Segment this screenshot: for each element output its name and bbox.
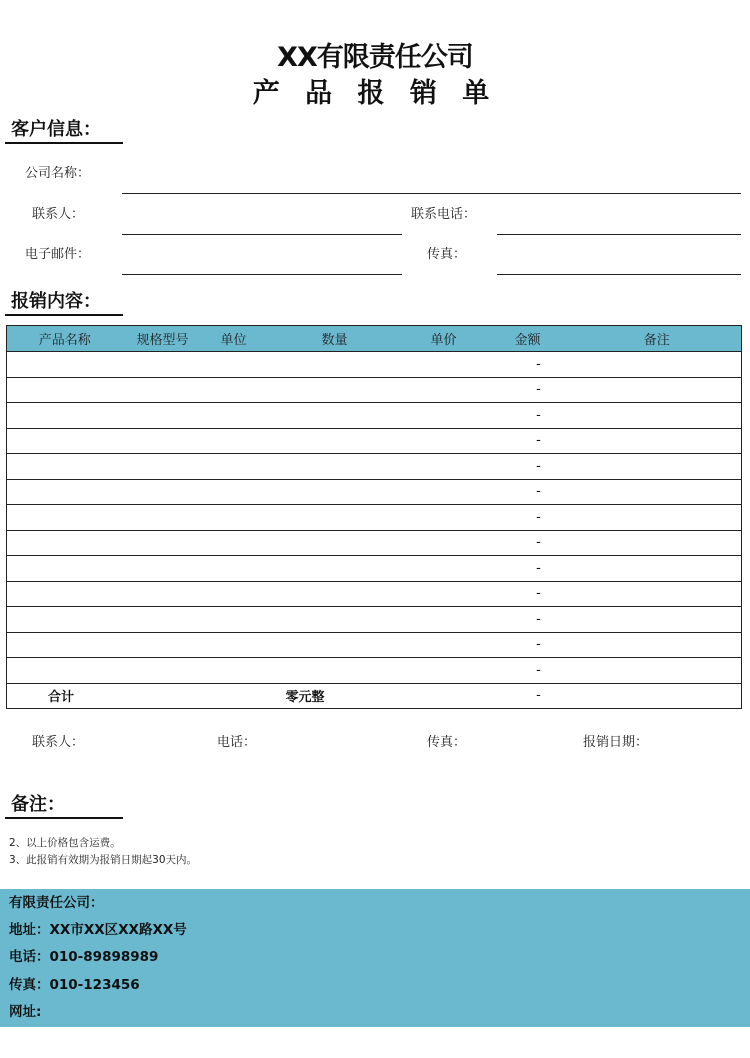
customer-info-heading: 客户信息： <box>11 119 101 140</box>
table-row <box>7 479 742 505</box>
reimbursement-underline <box>5 314 123 316</box>
unit-price-cell[interactable] <box>405 607 483 633</box>
column-header-unit: 单位 <box>203 326 265 352</box>
product-name-cell[interactable] <box>7 352 123 378</box>
unit-cell[interactable] <box>203 479 265 505</box>
column-header-quantity: 数量 <box>265 326 405 352</box>
spec-cell[interactable] <box>123 377 203 403</box>
quantity-cell[interactable] <box>265 505 405 531</box>
company-contact-footer <box>0 889 750 1027</box>
remarks-cell[interactable] <box>573 581 742 607</box>
spec-cell[interactable] <box>123 454 203 480</box>
company-title: XX有限责任公司 <box>277 42 473 73</box>
quantity-cell[interactable] <box>265 658 405 684</box>
product-name-cell[interactable] <box>7 658 123 684</box>
footer-phone: 电话：010-89898989 <box>9 949 159 965</box>
notes-underline <box>5 817 123 819</box>
quantity-cell[interactable] <box>265 428 405 454</box>
footer-fax: 传真：010-123456 <box>9 977 140 993</box>
remarks-cell[interactable] <box>573 505 742 531</box>
unit-cell[interactable] <box>203 454 265 480</box>
table-row <box>7 632 742 658</box>
unit-cell[interactable] <box>203 632 265 658</box>
total-amount-words: 零元整 <box>285 690 325 706</box>
fax-label: 传真： <box>427 247 467 262</box>
quantity-cell[interactable] <box>265 581 405 607</box>
table-header-row <box>7 326 742 352</box>
unit-price-cell[interactable] <box>405 352 483 378</box>
signature-fax-label: 传真： <box>427 735 467 750</box>
product-name-cell[interactable] <box>7 581 123 607</box>
form-title: 产 品 报 销 单 <box>252 78 498 109</box>
reimbursement-table <box>6 325 742 709</box>
footer-address: 地址：XX市XX区XX路XX号 <box>9 922 187 938</box>
contact-field[interactable] <box>122 234 402 235</box>
product-name-cell[interactable] <box>7 530 123 556</box>
product-name-cell[interactable] <box>7 607 123 633</box>
quantity-cell[interactable] <box>265 454 405 480</box>
unit-cell[interactable] <box>203 581 265 607</box>
amount-cell[interactable]: - <box>483 428 573 454</box>
column-header-product-name: 产品名称 <box>7 326 123 352</box>
company-name-label: 公司名称： <box>25 166 91 181</box>
unit-cell[interactable] <box>203 556 265 582</box>
quantity-cell[interactable] <box>265 479 405 505</box>
total-row <box>7 683 742 709</box>
unit-price-cell[interactable] <box>405 658 483 684</box>
spec-cell[interactable] <box>123 479 203 505</box>
amount-cell[interactable]: - <box>483 505 573 531</box>
amount-cell[interactable]: - <box>483 632 573 658</box>
product-name-cell[interactable] <box>7 505 123 531</box>
spec-cell[interactable] <box>123 530 203 556</box>
quantity-cell[interactable] <box>265 403 405 429</box>
amount-cell[interactable]: - <box>483 530 573 556</box>
amount-cell[interactable]: - <box>483 479 573 505</box>
total-amount: - <box>536 688 541 704</box>
spec-cell[interactable] <box>123 556 203 582</box>
note-item: 2、以上价格包含运费。 <box>9 837 121 849</box>
reimbursement-date-label: 报销日期： <box>583 735 649 750</box>
quantity-cell[interactable] <box>265 607 405 633</box>
quantity-cell[interactable] <box>265 556 405 582</box>
contact-label: 联系人： <box>32 207 85 222</box>
table-row <box>7 530 742 556</box>
quantity-cell[interactable] <box>265 632 405 658</box>
remarks-cell[interactable] <box>573 530 742 556</box>
table-row <box>7 505 742 531</box>
unit-price-cell[interactable] <box>405 530 483 556</box>
quantity-cell[interactable] <box>265 530 405 556</box>
product-name-cell[interactable] <box>7 454 123 480</box>
notes-heading: 备注： <box>11 794 65 815</box>
email-field[interactable] <box>122 274 402 275</box>
footer-company: 有限责任公司： <box>9 895 104 911</box>
unit-cell[interactable] <box>203 377 265 403</box>
unit-cell[interactable] <box>203 607 265 633</box>
remarks-cell[interactable] <box>573 377 742 403</box>
unit-cell[interactable] <box>203 658 265 684</box>
signature-contact-label: 联系人： <box>32 735 85 750</box>
spec-cell[interactable] <box>123 658 203 684</box>
note-item: 3、此报销有效期为报销日期起30天内。 <box>9 854 198 866</box>
table-row <box>7 607 742 633</box>
table-row <box>7 403 742 429</box>
product-name-cell[interactable] <box>7 377 123 403</box>
amount-cell[interactable]: - <box>483 377 573 403</box>
table-row <box>7 454 742 480</box>
unit-cell[interactable] <box>203 403 265 429</box>
quantity-cell[interactable] <box>265 377 405 403</box>
unit-cell[interactable] <box>203 505 265 531</box>
table-row <box>7 377 742 403</box>
remarks-cell[interactable] <box>573 607 742 633</box>
column-header-spec: 规格型号 <box>123 326 203 352</box>
remarks-cell[interactable] <box>573 556 742 582</box>
amount-cell[interactable]: - <box>483 581 573 607</box>
amount-cell[interactable]: - <box>483 352 573 378</box>
signature-phone-label: 电话： <box>217 735 257 750</box>
quantity-cell[interactable] <box>265 352 405 378</box>
column-header-remarks: 备注 <box>573 326 742 352</box>
email-label: 电子邮件： <box>25 247 91 262</box>
unit-cell[interactable] <box>203 428 265 454</box>
unit-price-cell[interactable] <box>405 377 483 403</box>
reimbursement-heading: 报销内容： <box>11 291 101 312</box>
table-row <box>7 428 742 454</box>
product-name-cell[interactable] <box>7 479 123 505</box>
product-name-cell[interactable] <box>7 403 123 429</box>
spec-cell[interactable] <box>123 607 203 633</box>
spec-cell[interactable] <box>123 428 203 454</box>
remarks-cell[interactable] <box>573 428 742 454</box>
unit-price-cell[interactable] <box>405 505 483 531</box>
unit-price-cell[interactable] <box>405 556 483 582</box>
unit-cell[interactable] <box>203 530 265 556</box>
remarks-cell[interactable] <box>573 479 742 505</box>
table-row <box>7 556 742 582</box>
product-name-cell[interactable] <box>7 556 123 582</box>
unit-cell[interactable] <box>203 352 265 378</box>
spec-cell[interactable] <box>123 632 203 658</box>
footer-website: 网址: <box>9 1004 42 1020</box>
unit-price-cell[interactable] <box>405 632 483 658</box>
amount-cell[interactable]: - <box>483 556 573 582</box>
remarks-cell[interactable] <box>573 454 742 480</box>
unit-price-cell[interactable] <box>405 454 483 480</box>
contact-phone-field[interactable] <box>497 234 741 235</box>
spec-cell[interactable] <box>123 403 203 429</box>
amount-cell[interactable]: - <box>483 403 573 429</box>
amount-cell[interactable]: - <box>483 607 573 633</box>
remarks-cell[interactable] <box>573 352 742 378</box>
table-row <box>7 658 742 684</box>
total-label: 合计 <box>48 690 75 706</box>
amount-cell[interactable]: - <box>483 454 573 480</box>
company-name-field[interactable] <box>122 193 741 194</box>
column-header-unit-price: 单价 <box>405 326 483 352</box>
contact-phone-label: 联系电话： <box>411 207 477 222</box>
table-row <box>7 352 742 378</box>
fax-field[interactable] <box>497 274 741 275</box>
amount-cell[interactable]: - <box>483 658 573 684</box>
customer-info-underline <box>5 142 123 144</box>
product-name-cell[interactable] <box>7 632 123 658</box>
column-header-amount: 金额 <box>483 326 573 352</box>
unit-price-cell[interactable] <box>405 428 483 454</box>
unit-price-cell[interactable] <box>405 581 483 607</box>
table-row <box>7 581 742 607</box>
spec-cell[interactable] <box>123 352 203 378</box>
unit-price-cell[interactable] <box>405 479 483 505</box>
remarks-cell[interactable] <box>573 632 742 658</box>
remarks-cell[interactable] <box>573 403 742 429</box>
product-name-cell[interactable] <box>7 428 123 454</box>
remarks-cell[interactable] <box>573 658 742 684</box>
spec-cell[interactable] <box>123 505 203 531</box>
unit-price-cell[interactable] <box>405 403 483 429</box>
spec-cell[interactable] <box>123 581 203 607</box>
